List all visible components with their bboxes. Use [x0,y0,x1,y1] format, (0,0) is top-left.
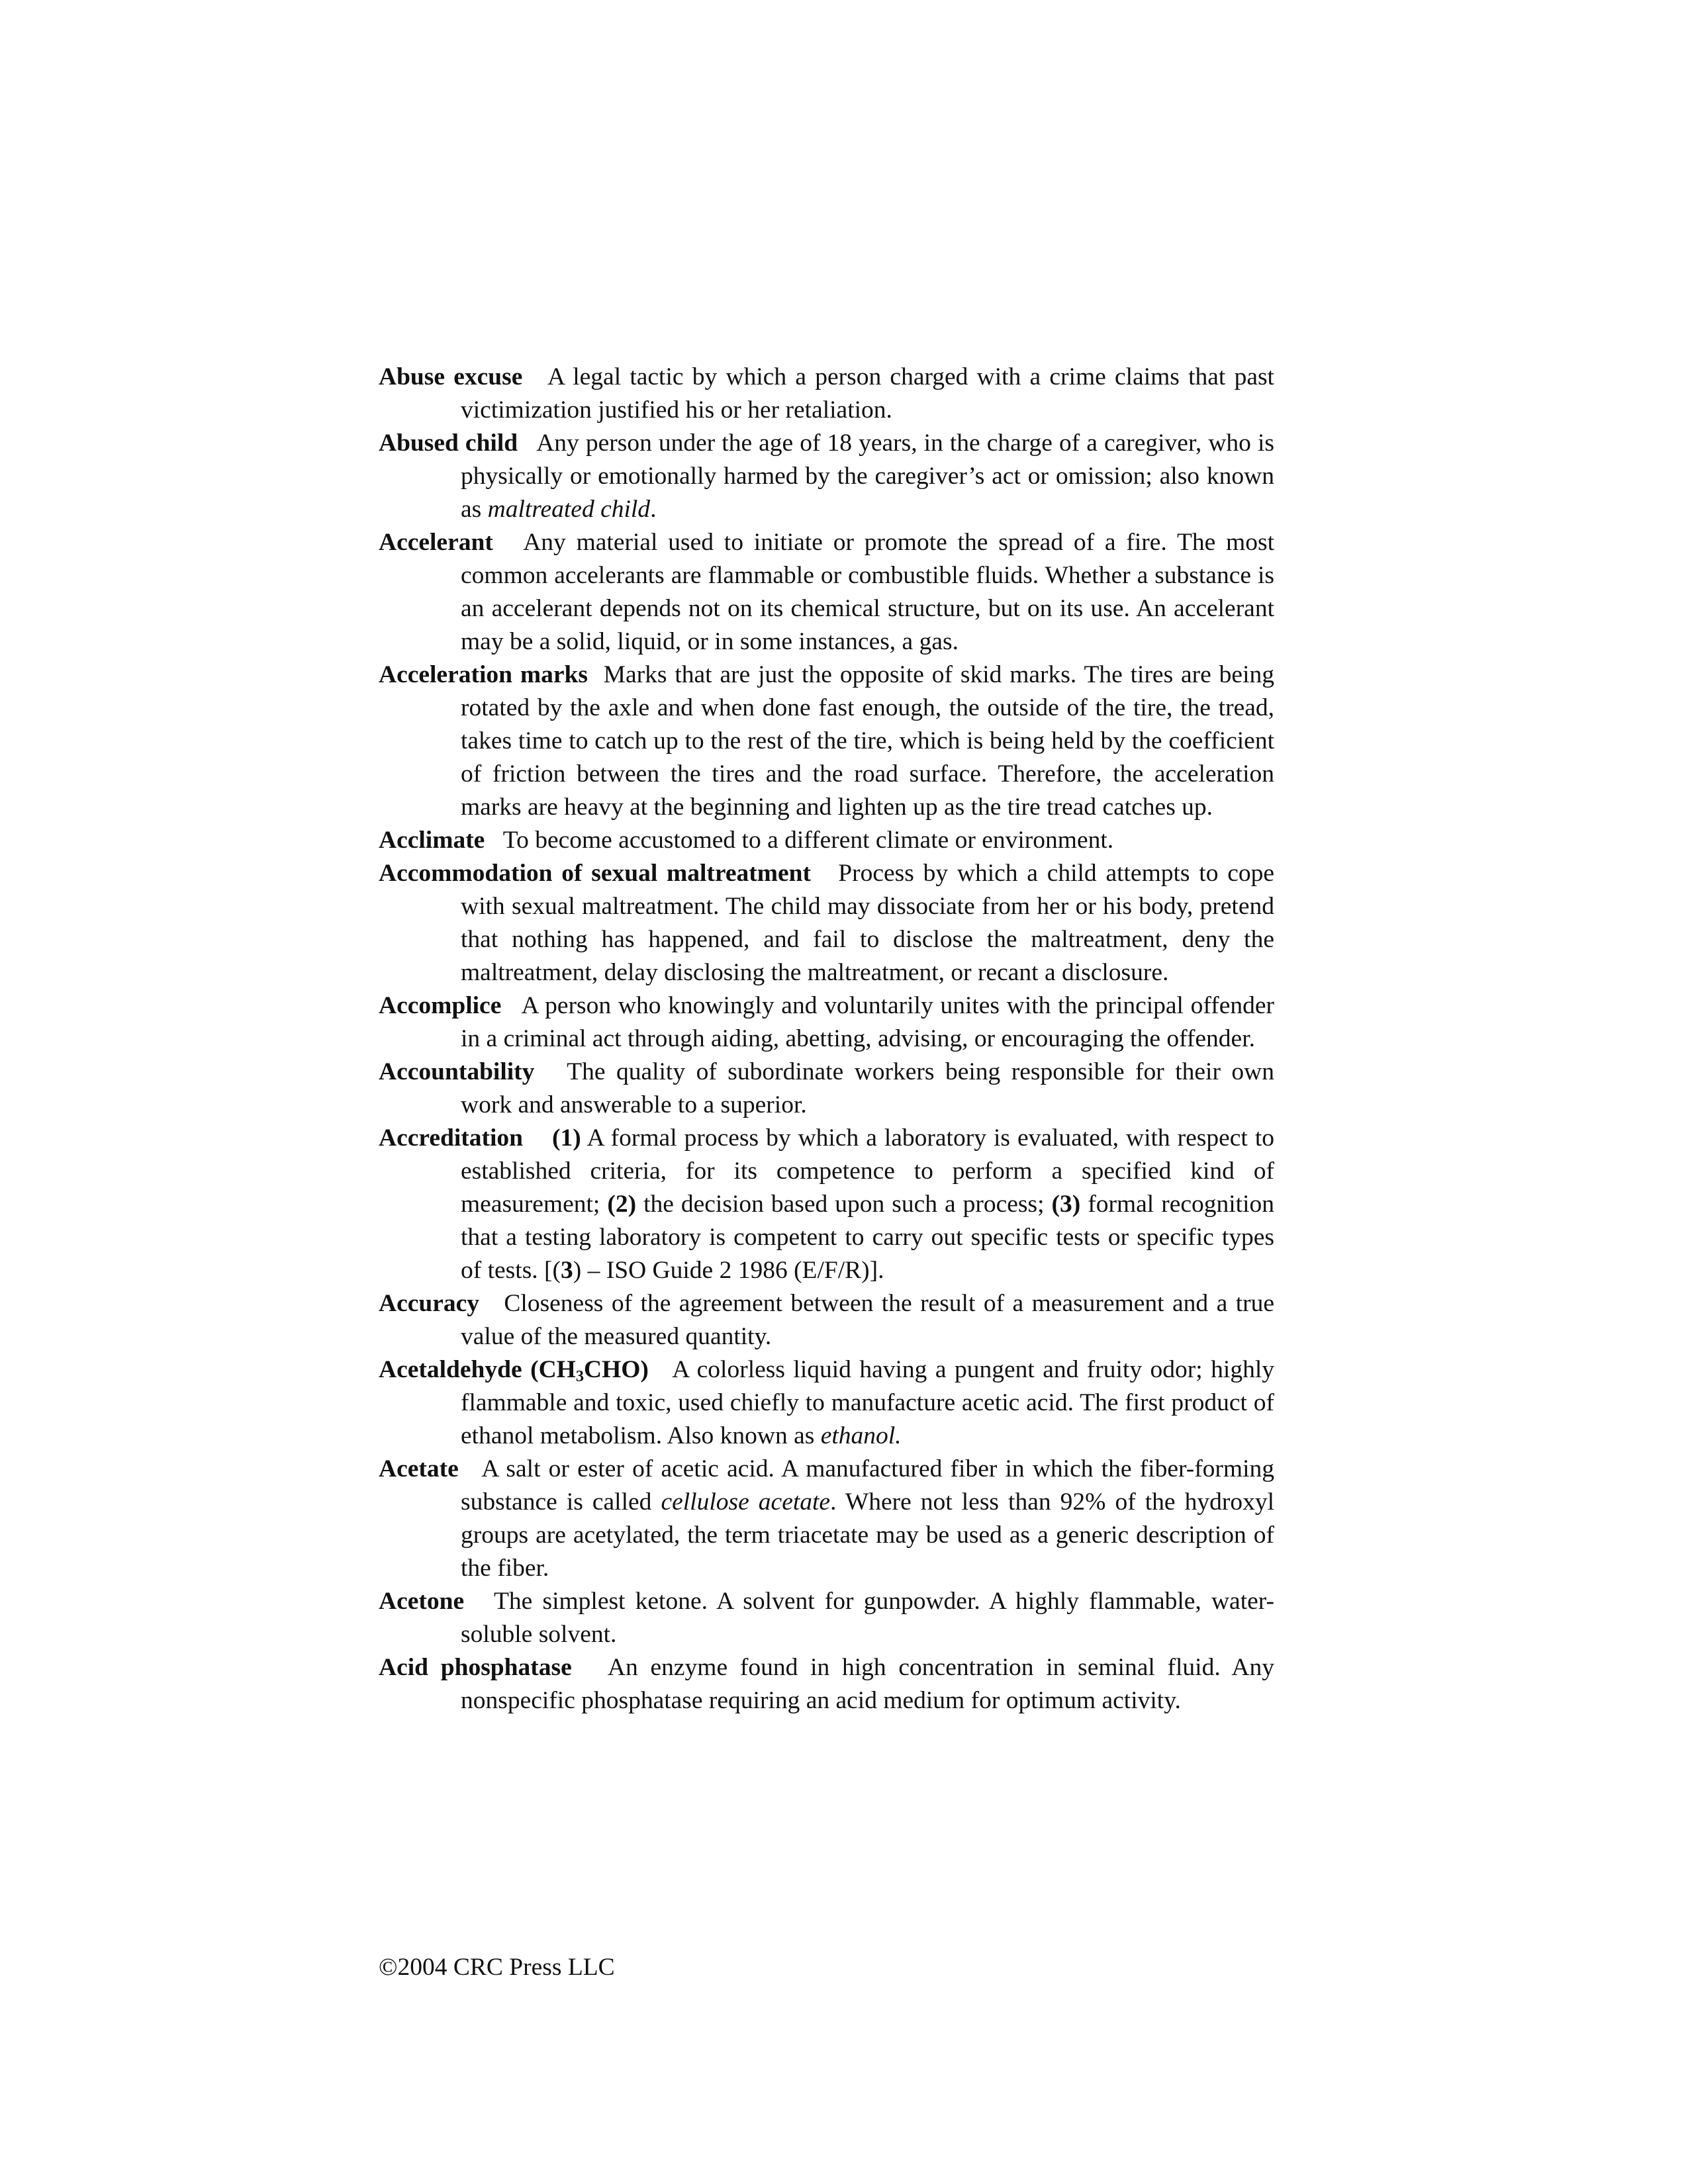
entry-definition: A colorless liquid having a pungent and fruity odor; highly flammable and toxic, used chiefly to manufacture acetic acid. The first product of ethanol metabolism. Also known as [461,1356,1274,1449]
entry-term: Acceleration marks [379,661,588,688]
entry-definition: An enzyme found in high concentration in seminal fluid. Any nonspecific phosphatase requiring an acid medium for optimum activity. [461,1654,1274,1714]
entry-definition: The simplest ketone. A solvent for gunpowder. A highly flammable, water-soluble solvent. [461,1588,1274,1648]
entry-accommodation-of-sexual-maltreatment [379,857,1274,989]
entry-item-number: (2) [607,1191,637,1218]
entry-term: Acetate [379,1455,459,1482]
entry-definition: A legal tactic by which a person charged with a crime claims that past victimization justified his or her retaliation. [461,363,1274,424]
entry-term: Acclimate [379,827,485,854]
entry-definition: Process by which a child attempts to cope with sexual maltreatment. The child may dissociate from her or his body, pretend that nothing has happened, and fail to disclose the maltreatment, deny the maltreatment, delay disclosing the maltreatment, or recant a disclosure. [461,860,1274,986]
entry-term [379,1356,649,1386]
entry-definition: The quality of subordinate workers being responsible for their own work and answerable to a superior. [461,1058,1274,1118]
entry-definition: Any material used to initiate or promote the spread of a fire. The most common accelerants are flammable or combustible fluids. Whether a substance is an accelerant depends not on its chemical structure, but on its use. An accelerant may be a solid, liquid, or in some instances, a gas. [461,529,1274,655]
entry-accreditation [379,1122,1274,1287]
entry-term: Accreditation [379,1124,524,1152]
entry-term: Acetone [379,1588,465,1615]
entry-definition: Closeness of the agreement between the result of a measurement and a true value of the measured quantity. [461,1290,1275,1350]
entry-term: Accelerant [379,529,493,556]
entry-term: Abused child [379,430,518,457]
entry-definition: Any person under the age of 18 years, in the charge of a caregiver, who is physically or emotionally harmed by the caregiver’s act or omission; also known as [461,430,1274,523]
entry-definition: Marks that are just the opposite of skid marks. The tires are being rotated by the axle and when done fast enough, the outside of the tire, the tread, takes time to catch up to the rest of the tire, which is being held by the coefficient of friction between the tires and the road surface. Therefore, the acceleration marks are heavy at the beginning and lighten up as the tire tread catches up. [461,661,1274,821]
entry-definition: To become accustomed to a different climate or environment. [502,827,1114,854]
glossary-entries [379,361,1274,1717]
entry-accelerant [379,526,1274,659]
entry-definition-italic: maltreated child [487,496,651,523]
entry-acetate [379,1453,1274,1585]
entry-definition: A salt or ester of acetic acid. A manufactured fiber in which the fiber-forming substance is called [461,1455,1275,1516]
entry-term: Accountability [379,1058,535,1085]
entry-definition: A formal process by which a laboratory is evaluated, with respect to established criteria, for its competence to perform a specified kind of measurement; [461,1124,1275,1218]
entry-item-number: 3 [561,1257,573,1284]
entry-term: Accuracy [379,1290,480,1317]
entry-definition: the decision based upon such a process; [636,1191,1052,1218]
entry-definition-end: . Where not less than 92% of the hydroxyl groups are acetylated, the term triacetate may be used as a generic description of the fiber. [461,1488,1274,1582]
entry-definition-end: . [650,496,657,523]
entry-definition-italic: cellulose acetate [661,1488,831,1516]
entry-definition: ) – ISO Guide 2 1986 (E/F/R)]. [573,1257,884,1284]
entry-term-text-end: CHO) [584,1356,649,1383]
entry-acid-phosphatase [379,1651,1274,1717]
entry-term: Accommodation of sexual maltreatment [379,860,811,887]
entry-abused-child [379,427,1274,526]
entry-definition-italic: ethanol. [820,1422,902,1449]
entry-accomplice [379,989,1274,1056]
entry-acclimate [379,824,1274,857]
entry-definition: formal recognition that a testing laboratory is competent to carry out specific tests or specific types of tests. [( [461,1191,1274,1284]
entry-item-number: (1) [552,1124,581,1152]
entry-acetone [379,1585,1274,1651]
entry-item-number: (3) [1051,1191,1081,1218]
entry-definition: A person who knowingly and voluntarily unites with the principal offender in a criminal act through aiding, abetting, advising, or encouraging the offender. [461,992,1274,1052]
entry-term-subscript: 3 [575,1367,585,1386]
entry-term: Accomplice [379,992,502,1019]
entry-abuse-excuse [379,361,1274,427]
entry-accountability [379,1056,1274,1122]
entry-term: Acid phosphatase [379,1654,572,1681]
copyright-footer: ©2004 CRC Press LLC [379,1954,615,1981]
entry-accuracy [379,1287,1274,1353]
entry-acetaldehyde [379,1353,1274,1453]
entry-term: Abuse excuse [379,363,523,390]
entry-acceleration-marks [379,659,1274,824]
entry-term-text: Acetaldehyde (CH [379,1356,576,1383]
